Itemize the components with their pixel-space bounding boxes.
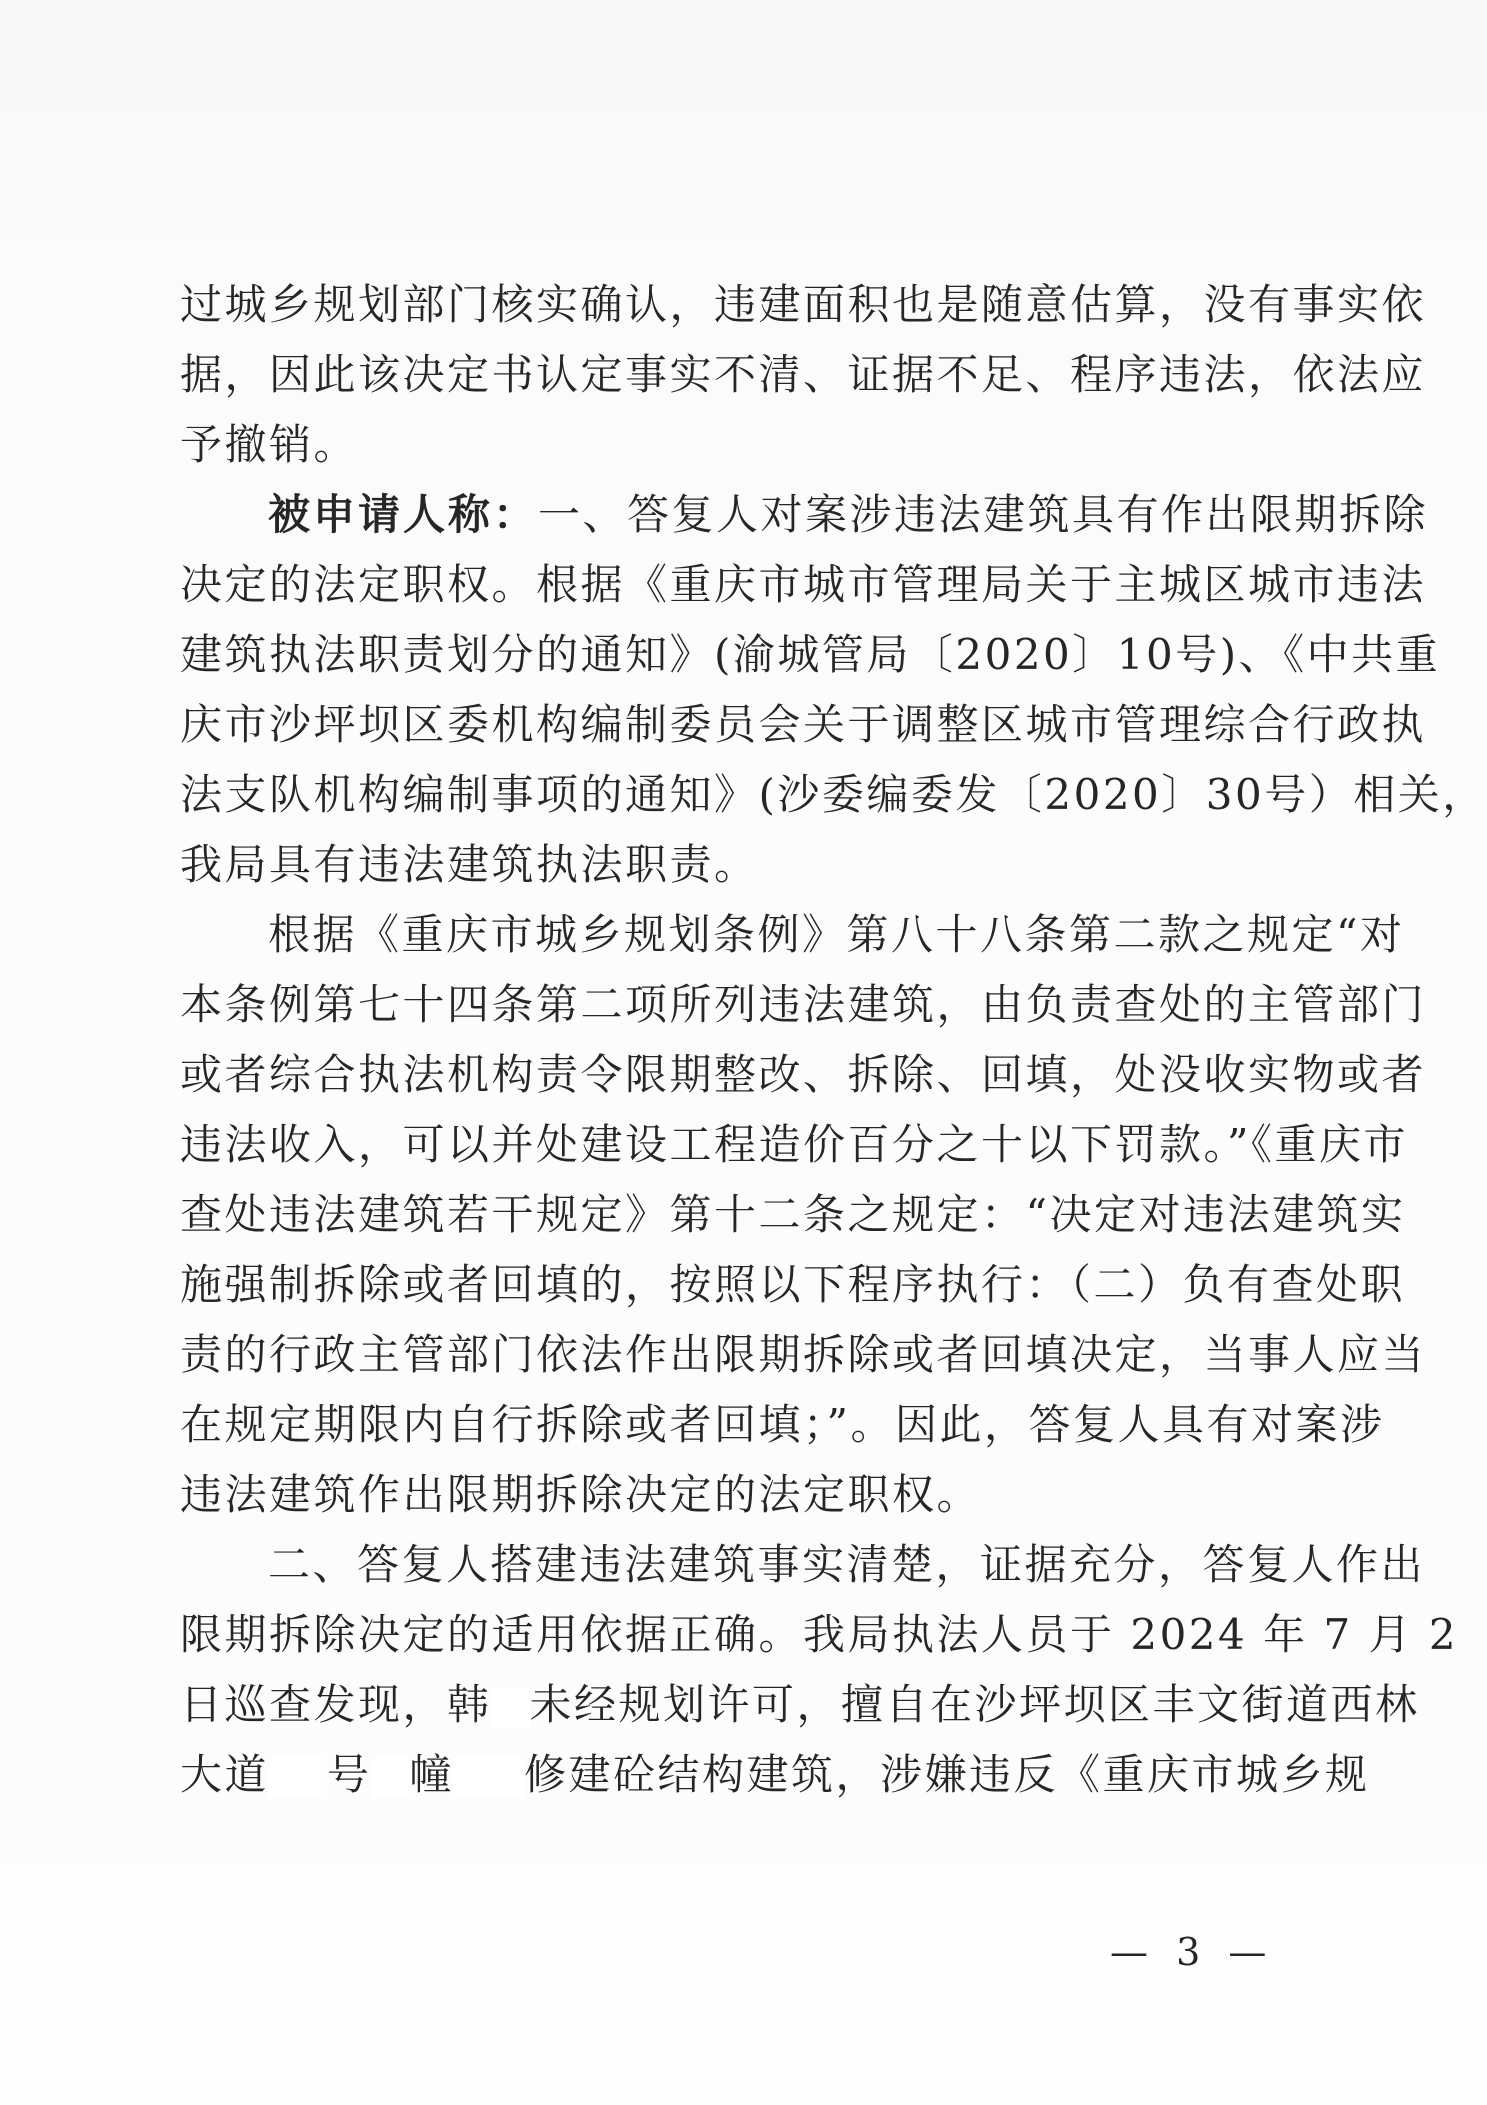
paragraph-4-line-3-part-b: 未经规划许可，擅自在沙坪坝区丰文街道西林 xyxy=(529,1680,1420,1729)
paragraph-4-line-4-part-c: 幢 xyxy=(409,1750,455,1799)
redacted-unit-number xyxy=(454,1758,524,1798)
paragraph-3-line-9: 违法建筑作出限期拆除决定的法定职权。 xyxy=(180,1470,982,1519)
paragraph-3-line-8: 在规定期限内自行拆除或者回填；”。因此，答复人具有对案涉 xyxy=(180,1400,1385,1449)
paragraph-4-line-4 xyxy=(180,1740,1370,1810)
paragraph-4-line-3 xyxy=(180,1670,1420,1740)
paragraph-2-line-4: 庆市沙坪坝区委机构编制委员会关于调整区城市管理综合行政执 xyxy=(180,700,1427,749)
paragraph-3-line-2: 本条例第七十四条第二项所列违法建筑，由负责查处的主管部门 xyxy=(180,980,1427,1029)
redacted-house-number xyxy=(269,1758,327,1798)
page-number: — 3 — xyxy=(1110,1930,1275,1974)
paragraph-4-line-4-part-b: 号 xyxy=(327,1750,372,1799)
paragraph-1-line-1: 过城乡规划部门核实确认，违建面积也是随意估算，没有事实依 xyxy=(180,280,1427,329)
paragraph-4-line-2: 限期拆除决定的适用依据正确。我局执法人员于 2024 年 7 月 2 xyxy=(180,1610,1459,1659)
paragraph-2-line-1-text: 一、答复人对案涉违法建筑具有作出限期拆除 xyxy=(538,490,1429,539)
paragraph-2-line-5: 法支队机构编制事项的通知》(沙委编委发〔2020〕30号）相关， xyxy=(180,770,1487,819)
paragraph-4-line-4-part-d: 修建砼结构建筑，涉嫌违反《重庆市城乡规 xyxy=(524,1750,1370,1799)
respondent-label: 被申请人称： xyxy=(268,490,539,539)
paragraph-3-line-4: 违法收入，可以并处建设工程造价百分之十以下罚款。”《重庆市 xyxy=(180,1120,1408,1169)
paragraph-3-line-6: 施强制拆除或者回填的，按照以下程序执行：（二）负有查处职 xyxy=(180,1260,1406,1309)
paragraph-3-line-7: 责的行政主管部门依法作出限期拆除或者回填决定，当事人应当 xyxy=(180,1330,1427,1379)
paragraph-2-line-2: 决定的法定职权。根据《重庆市城市管理局关于主城区城市违法 xyxy=(180,560,1427,609)
paragraph-3-line-1: 根据《重庆市城乡规划条例》第八十八条第二款之规定“对 xyxy=(268,910,1405,959)
paragraph-2-line-3: 建筑执法职责划分的通知》(渝城管局〔2020〕10号)、《中共重 xyxy=(180,630,1441,679)
body-text xyxy=(180,270,1487,1810)
paragraph-1-line-3: 予撤销。 xyxy=(180,420,359,469)
redacted-building-number xyxy=(372,1758,410,1798)
paragraph-1-line-2: 据，因此该决定书认定事实不清、证据不足、程序违法，依法应 xyxy=(180,350,1427,399)
paragraph-4-line-1: 二、答复人搭建违法建筑事实清楚，证据充分，答复人作出 xyxy=(268,1540,1426,1589)
paragraph-4-line-3-part-a: 日巡查发现，韩 xyxy=(180,1680,492,1729)
paragraph-2-line-1 xyxy=(180,480,1429,550)
paragraph-2-line-6: 我局具有违法建筑执法职责。 xyxy=(180,840,759,889)
paragraph-3-line-5: 查处违法建筑若干规定》第十二条之规定：“决定对违法建筑实 xyxy=(180,1190,1406,1239)
paragraph-4-line-4-part-a: 大道 xyxy=(180,1750,270,1799)
redacted-name xyxy=(492,1688,530,1728)
paragraph-3-line-3: 或者综合执法机构责令限期整改、拆除、回填，处没收实物或者 xyxy=(180,1050,1427,1099)
